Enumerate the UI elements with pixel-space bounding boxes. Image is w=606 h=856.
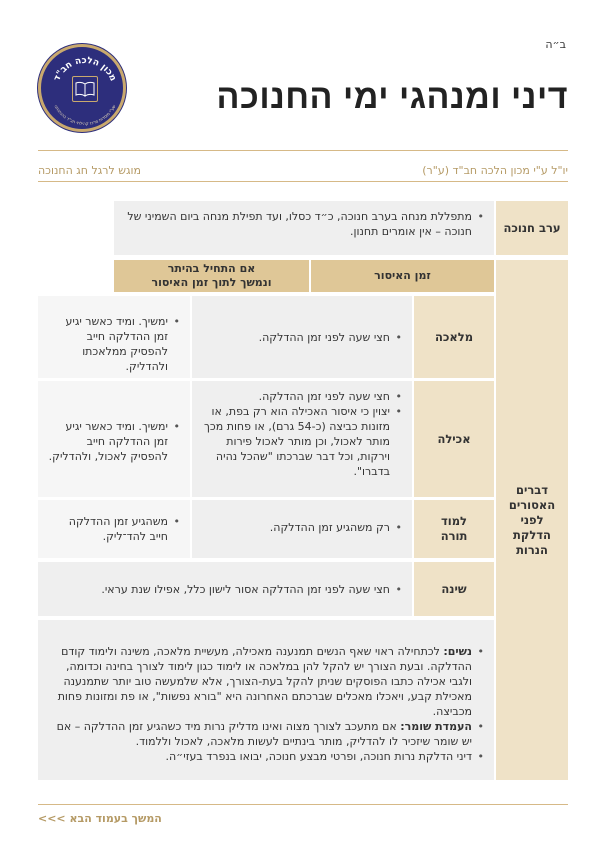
col-time-header: זמן האיסור: [311, 260, 494, 292]
row-time-melacha-text: • חצי שעה לפני זמן ההדלקה.: [202, 330, 402, 345]
row-time-achila: [192, 381, 412, 497]
row-time-melacha: [192, 296, 412, 378]
row-started-melacha-text: • ימשיך. ומיד כאשר יגיע זמן ההדלקה חייב להפסיק ממלאכתו ולהדליק.: [48, 314, 180, 374]
row-label-melacha: מלאכה: [414, 296, 494, 378]
row-time-achila-text-2: • יצוין כי איסור האכילה הוא רק בפת, או מזונות כביצה (כ-54 גרם), או פחות מכך מותר לאכול, וכן מותר לאכול פירות וירקות, וכל דבר שברכתו "שהכל נהיה בדברו".: [202, 404, 402, 479]
col-started-header: [114, 260, 309, 292]
open-book-icon: [72, 76, 98, 102]
row-label-sleep: שינה: [414, 562, 494, 616]
bsd-mark: ב״ה: [545, 38, 566, 51]
note-guard-title: העמדת שומר:: [400, 720, 472, 733]
row-label-torah-line2: תורה: [440, 529, 468, 543]
header-divider: [38, 150, 568, 151]
svg-text:שע"י מוסדות מרכז קהילתי חב"ד ב: [53, 104, 116, 126]
row-time-achila-text-1: • חצי שעה לפני זמן ההדלקה.: [202, 389, 402, 404]
col-started-header-line2: ונמשך לתוך זמן האיסור: [151, 276, 272, 289]
row-label-torah: [414, 500, 494, 558]
note-women: [48, 644, 484, 719]
row-time-torah-text: • רק משהגיע זמן ההדלקה.: [202, 520, 402, 535]
notes-cell: [38, 620, 494, 780]
row-started-torah: [38, 500, 190, 558]
page-title: דיני ומנהגי ימי החנוכה: [216, 78, 568, 116]
note-women-title: נשים:: [443, 645, 472, 658]
seal-outer-text: מכון הלכה חב"ד: [52, 55, 118, 83]
occasion-line: מוגש לרגל חג החנוכה: [38, 164, 142, 177]
next-page-link[interactable]: המשך בעמוד הבא >>>: [38, 812, 162, 825]
note-women-text: לכתחילה ראוי שאף הנשים תמנענה מאכילה, מעשיית מלאכה, משינה ולימוד קודם ההדלקה. ובעת הצורך יש להקל להן במלאכה או לימוד כגון לימוד לצורך בחינה וכדומה, ולגבי אכילה כתבו הפוסקים שניתן להקל בעת-הצורך, אלא שלמעשה טוב יותר שתמנענה מאכילת קבע, ויאכלו מאכלים שברכתם האחרונה היא "בורא נפשות", או פת ומזונות פחות מכביצה.: [57, 645, 472, 718]
erev-text: • מתפללת מנחה בערב חנוכה, כ״ד כסלו, ועד תפילת מנחה ביום השמיני של חנוכה – אין אומרים תחנון.: [124, 209, 484, 239]
row-started-torah-text: • משהגיע זמן ההדלקה חייב להד־ליק.: [48, 514, 180, 544]
row-sleep-text: • חצי שעה לפני זמן ההדלקה אסור לישון כלל, אפילו שנת עראי.: [48, 582, 402, 597]
institute-seal: [38, 44, 126, 132]
note-laws: • דיני הדלקת נרות חנוכה, ופרטי מבצע חנוכה, יבואו בנפרד בעזי״ה.: [48, 749, 484, 764]
erev-label: ערב חנוכה: [496, 201, 568, 255]
row-label-torah-line1: למוד: [441, 514, 467, 528]
row-time-torah: [192, 500, 412, 558]
note-guard-text: אם מתעכב לצורך מצוה ואינו מדליק נרות מיד כשהגיע זמן ההדלקה – אם יש שומר שיזכיר לו להדליק, מותר בינתיים לעשות מלאכה, לאכול וללמוד.: [56, 720, 472, 748]
erev-text-cell: [114, 201, 494, 255]
row-started-achila-text: • ימשיך. ומיד כאשר יגיע זמן ההדלקה חייב להפסיק לאכול, ולהדליק.: [48, 419, 180, 464]
row-label-achila: אכילה: [414, 381, 494, 497]
subheader-divider: [38, 181, 568, 182]
row-started-melacha: [38, 296, 190, 378]
footer-divider: [38, 804, 568, 805]
publisher-line: יו"ל ע"י מכון הלכה חב"ד (ע"ר): [422, 164, 568, 177]
col-started-header-line1: אם התחיל בהיתר: [167, 262, 256, 275]
forbidden-label: דברים האסורים לפני הדלקת הנרות: [496, 260, 568, 780]
row-sleep-text-cell: [38, 562, 412, 616]
note-guard: [48, 719, 484, 749]
seal-inner-text: שע"י מוסדות מרכז קהילתי חב"ד בהנהגתנו: [53, 103, 117, 127]
row-started-achila: [38, 381, 190, 497]
